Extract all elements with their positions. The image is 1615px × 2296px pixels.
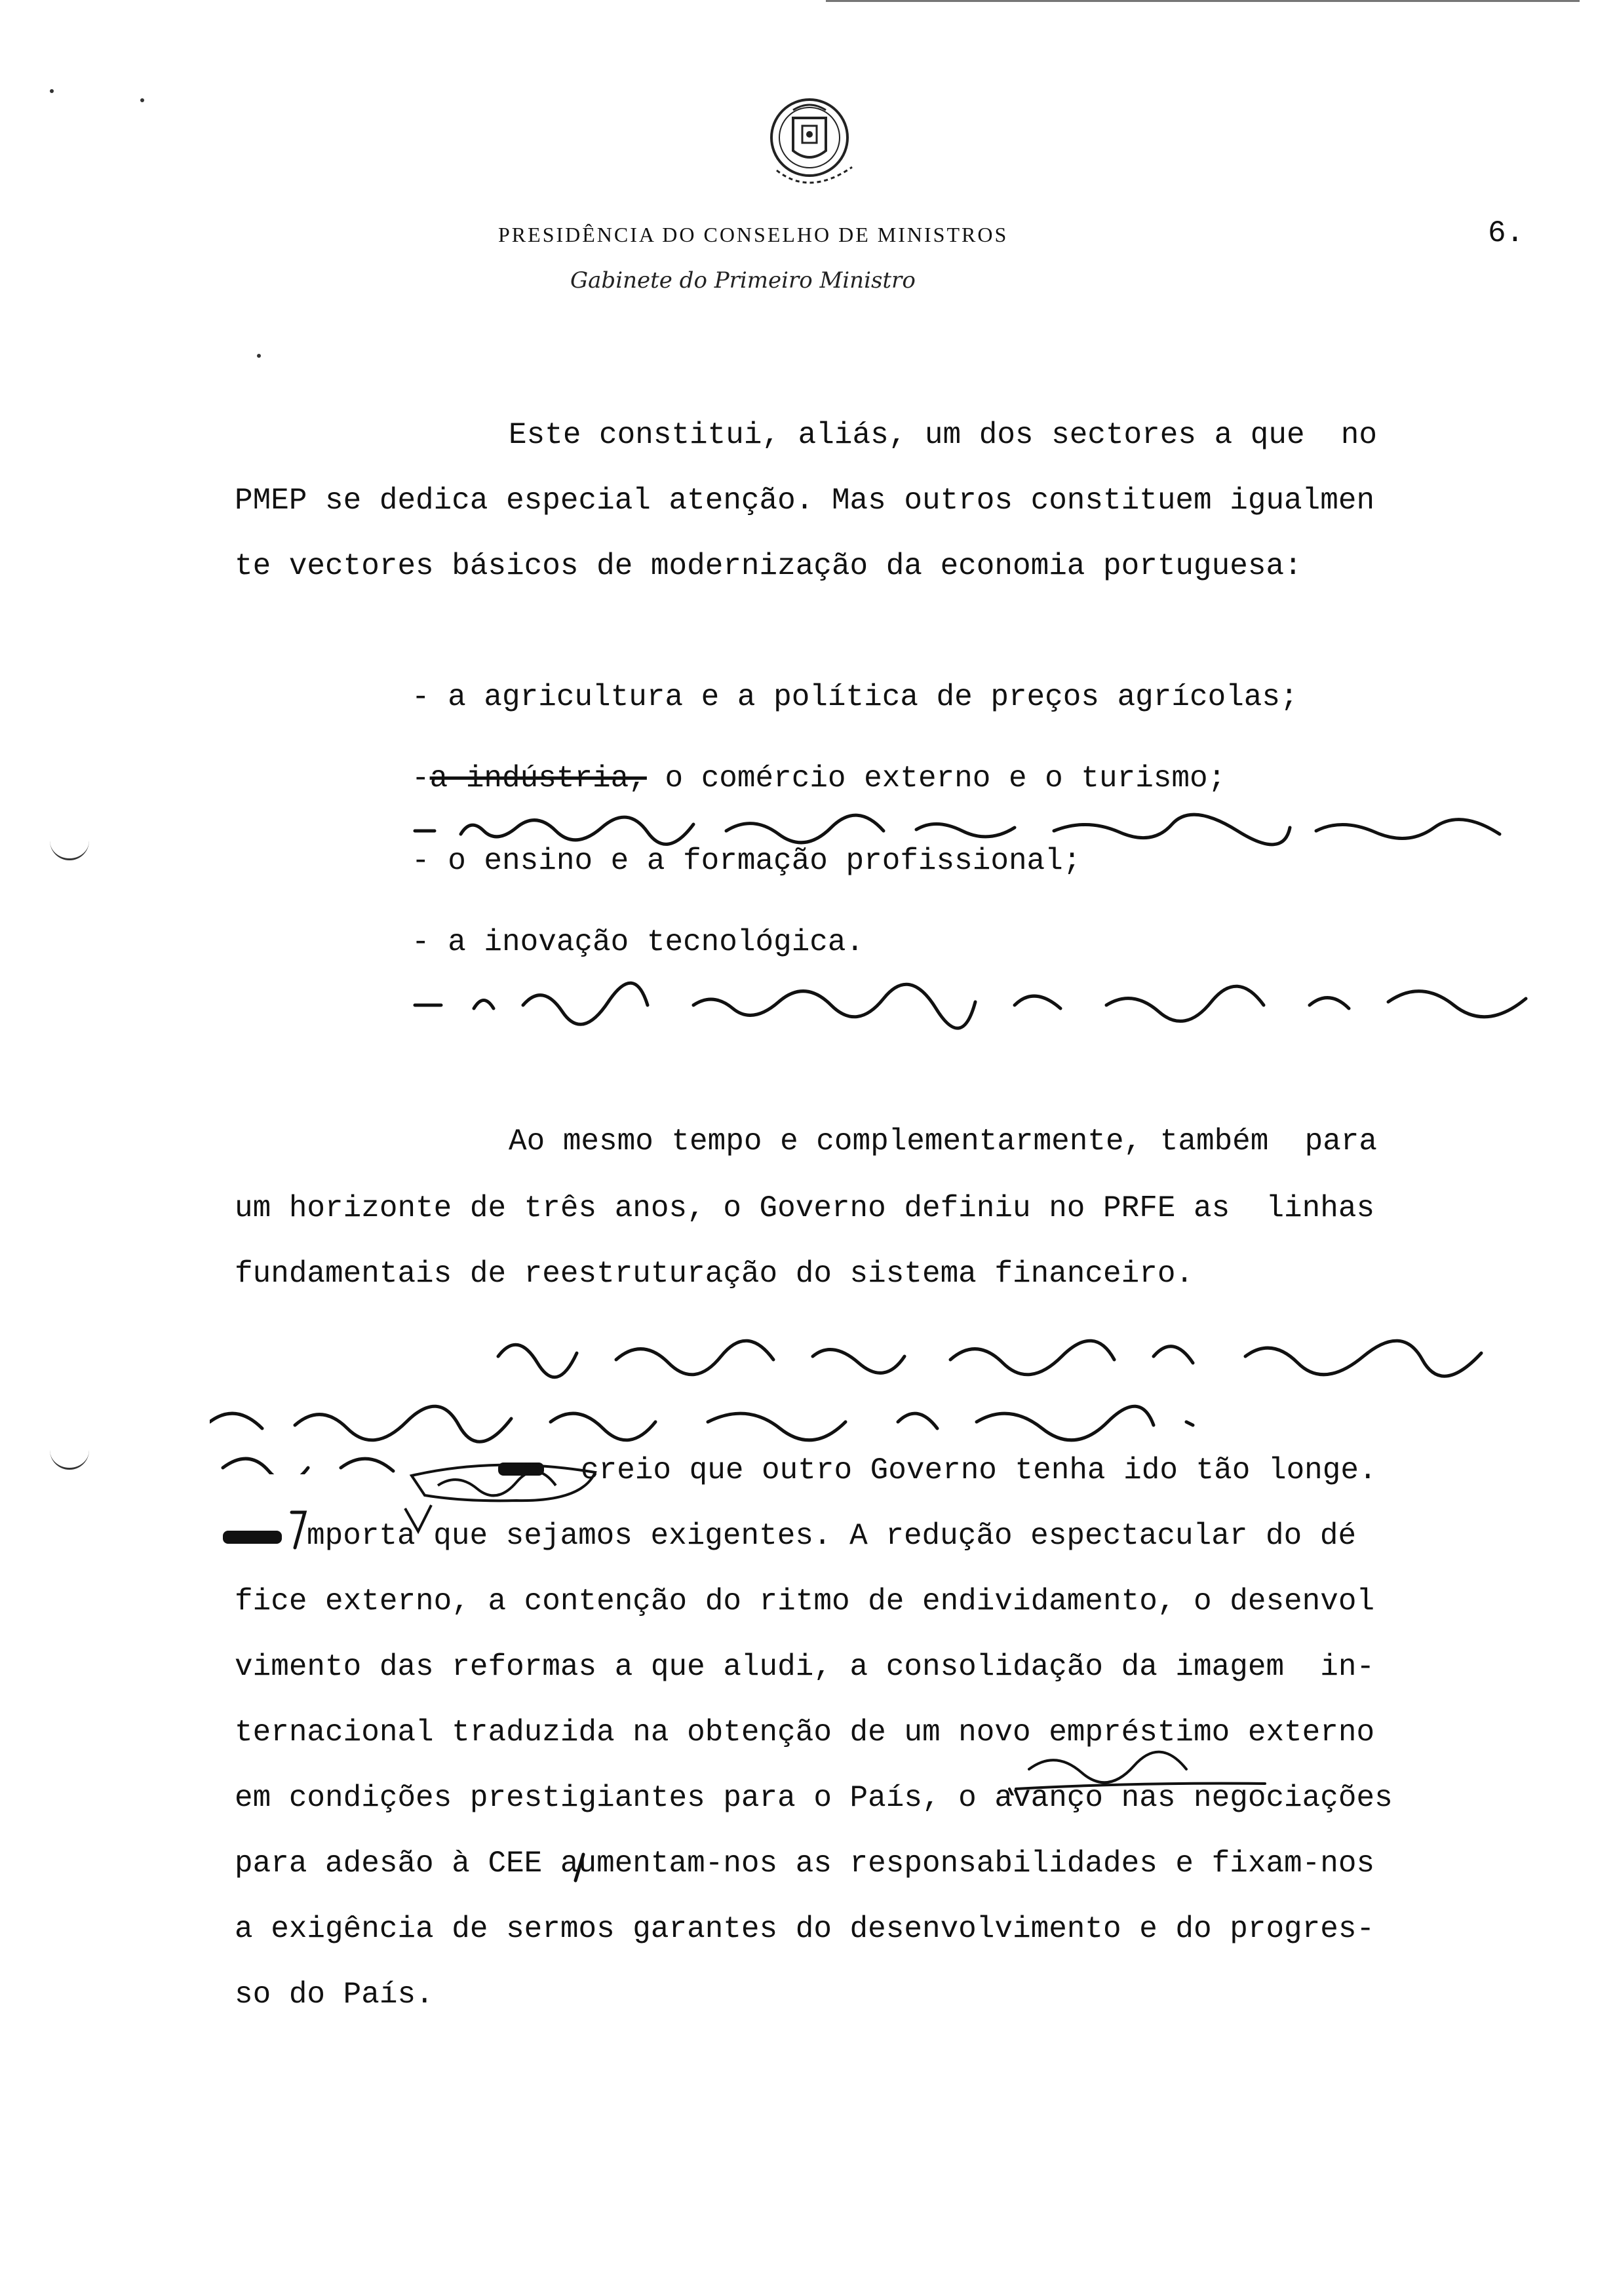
margin-dot (50, 89, 54, 93)
paragraph-3-line-5: ternacional traduzida na obtenção de um novo empréstimo externo (235, 1715, 1375, 1750)
paragraph-3-line-1: creio que outro Governo tenha ido tão longe. (581, 1453, 1377, 1487)
page-number: 6. (1488, 216, 1525, 250)
paragraph-2-line-1: Ao mesmo tempo e complementarmente, também para (509, 1124, 1378, 1158)
paragraph-1-line-1: Este constitui, aliás, um dos sectores a que no (509, 418, 1378, 452)
paragraph-3-line-9: so do País. (235, 1978, 434, 2012)
paragraph-2-line-2: um horizonte de três anos, o Governo definiu no PRFE as linhas (235, 1191, 1375, 1225)
list-item-commerce: -a indústria, o comércio externo e o turismo; (412, 761, 1226, 795)
handwritten-insertion (412, 972, 1539, 1031)
paragraph-3-line-6: em condições prestigiantes para o País, o avanço nas negociações (235, 1781, 1393, 1815)
list-item-agriculture: - a agricultura e a política de preços agrícolas; (412, 680, 1298, 714)
handwritten-letter (288, 1507, 308, 1553)
ink-blot (223, 1531, 282, 1544)
paragraph-2-line-3: fundamentais de reestruturação do sistema financeiro. (235, 1257, 1194, 1291)
struck-word: a indústria, (429, 761, 647, 795)
paragraph-3-line-4: vimento das reformas a que aludi, a consolidação da imagem in- (235, 1650, 1375, 1684)
paragraph-3-line-7: para adesão à CEE aumentam-nos as responsabilidades e fixam-nos (235, 1846, 1375, 1881)
list-item-innovation: - a inovação tecnológica. (412, 925, 865, 959)
paragraph-3-line-2: mporta que sejamos exigentes. A redução espectacular do dé (307, 1519, 1357, 1553)
paragraph-3-line-8: a exigência de sermos garantes do desenvolvimento e do progres- (235, 1912, 1375, 1946)
top-scan-edge (826, 0, 1580, 2)
margin-dot (140, 98, 144, 102)
paragraph-3-line-3: fice externo, a contenção do ritmo de endividamento, o desenvol (235, 1584, 1375, 1618)
handwritten-addition (210, 1330, 1547, 1474)
paragraph-1-line-2: PMEP se dedica especial atenção. Mas outros constituem igualmen (235, 484, 1375, 518)
list-item-commerce-text: o comércio externo e o turismo; (646, 761, 1226, 795)
institution-heading: PRESIDÊNCIA DO CONSELHO DE MINISTROS (498, 223, 1009, 246)
paragraph-1-line-3: te vectores básicos de modernização da economia portuguesa: (235, 549, 1302, 583)
list-item-education: - o ensino e a formação profissional; (412, 844, 1081, 878)
coat-of-arms-seal (754, 92, 872, 210)
margin-dot (257, 354, 261, 358)
margin-mark (50, 1448, 89, 1470)
margin-mark (50, 839, 89, 860)
office-subheading: Gabinete do Primeiro Ministro (570, 267, 916, 294)
